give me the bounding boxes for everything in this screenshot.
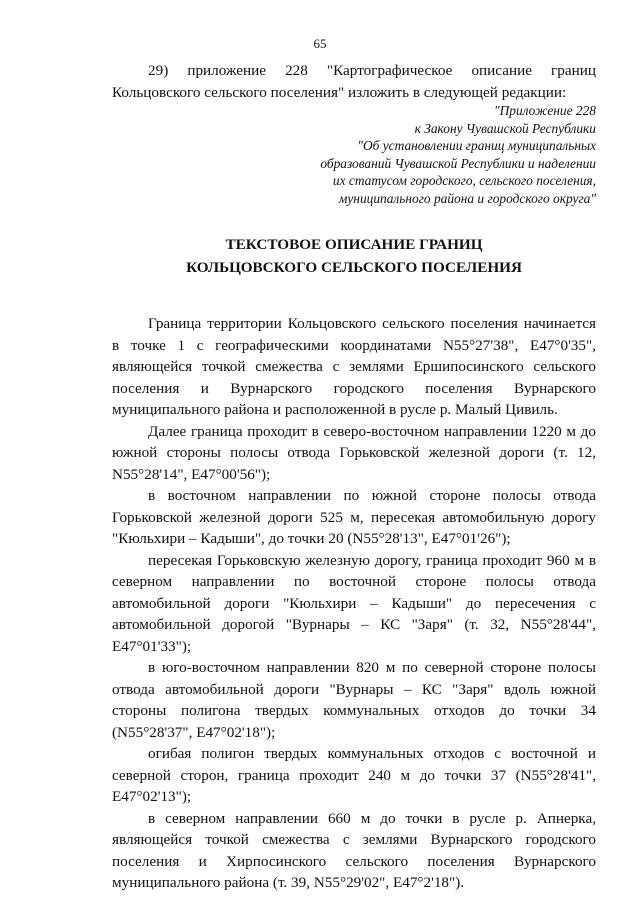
- appendix-line: образований Чувашской Республики и наделении: [320, 155, 596, 171]
- title-line-2: КОЛЬЦОВСКОГО СЕЛЬСКОГО ПОСЕЛЕНИЯ: [186, 259, 522, 276]
- body-paragraph: Граница территории Кольцовского сельского поселения начинается в точке 1 с географическими координатами N55°27'38", E47°0'35", являющейся точкой смежества с землями Ершипосинского сельского поселения и Вурнарского городского поселения Вурнарского муниципального района и расположенной в русле р. Малый Цивиль.: [112, 315, 596, 418]
- boundary-description: [112, 313, 596, 894]
- intro-block: [112, 60, 596, 103]
- body-paragraph: огибая полигон твердых коммунальных отходов с восточной и северной сторон, граница проходит 240 м до точки 37 (N55°28'41", E47°02'13");: [112, 745, 596, 805]
- body-paragraph: пересекая Горьковскую железную дорогу, граница проходит 960 м в северном направлении по восточной стороне полосы отвода автомобильной дороги "Кюльхири – Кадыши" до пересечения с автомобильной дорогой "Вурнары – КС "Заря" (т. 32, N55°28'44", E47°01'33");: [112, 551, 596, 655]
- intro-paragraph: 29) приложение 228 "Картографическое описание границ Кольцовского сельского поселения" изложить в следующей редакции:: [112, 62, 596, 101]
- body-paragraph: в юго-восточном направлении 820 м по северной стороне полосы отвода автомобильной дороги "Вурнары – КС "Заря" вдоль южной стороны полигона твердых коммунальных отходов до точки 34 (N55°28'37", E47°02'18");: [112, 659, 596, 741]
- document-title: [112, 233, 596, 279]
- appendix-line: муниципального района и городского округа": [338, 190, 596, 206]
- appendix-line: "Приложение 228: [494, 103, 596, 118]
- appendix-line: к Закону Чувашской Республики: [414, 120, 596, 136]
- appendix-heading: [250, 102, 596, 208]
- page-number: 65: [313, 36, 327, 51]
- appendix-line: "Об установлении границ муниципальных: [357, 138, 596, 154]
- body-paragraph: в восточном направлении по южной стороне полосы отвода Горьковской железной дороги 525 м, пересекая автомобильную дорогу "Кюльхири – Кадыши", до точки 20 (N55°28'13", E47°01'26");: [112, 487, 596, 547]
- body-paragraph: в северном направлении 660 м до точки в русле р. Апнерка, являющейся точкой смежества с землями Вурнарского городского поселения и Хирпосинского сельского поселения Вурнарского муниципального района (т. 39, N55°29'02", E47°2'18").: [112, 809, 596, 891]
- body-paragraph: Далее граница проходит в северо-восточном направлении 1220 м до южной стороны полосы отвода Горьковской железной дороги (т. 12, N55°28'14", E47°00'56");: [112, 422, 596, 483]
- title-line-1: ТЕКСТОВОЕ ОПИСАНИЕ ГРАНИЦ: [225, 236, 483, 253]
- appendix-line: их статусом городского, сельского поселения,: [332, 173, 596, 189]
